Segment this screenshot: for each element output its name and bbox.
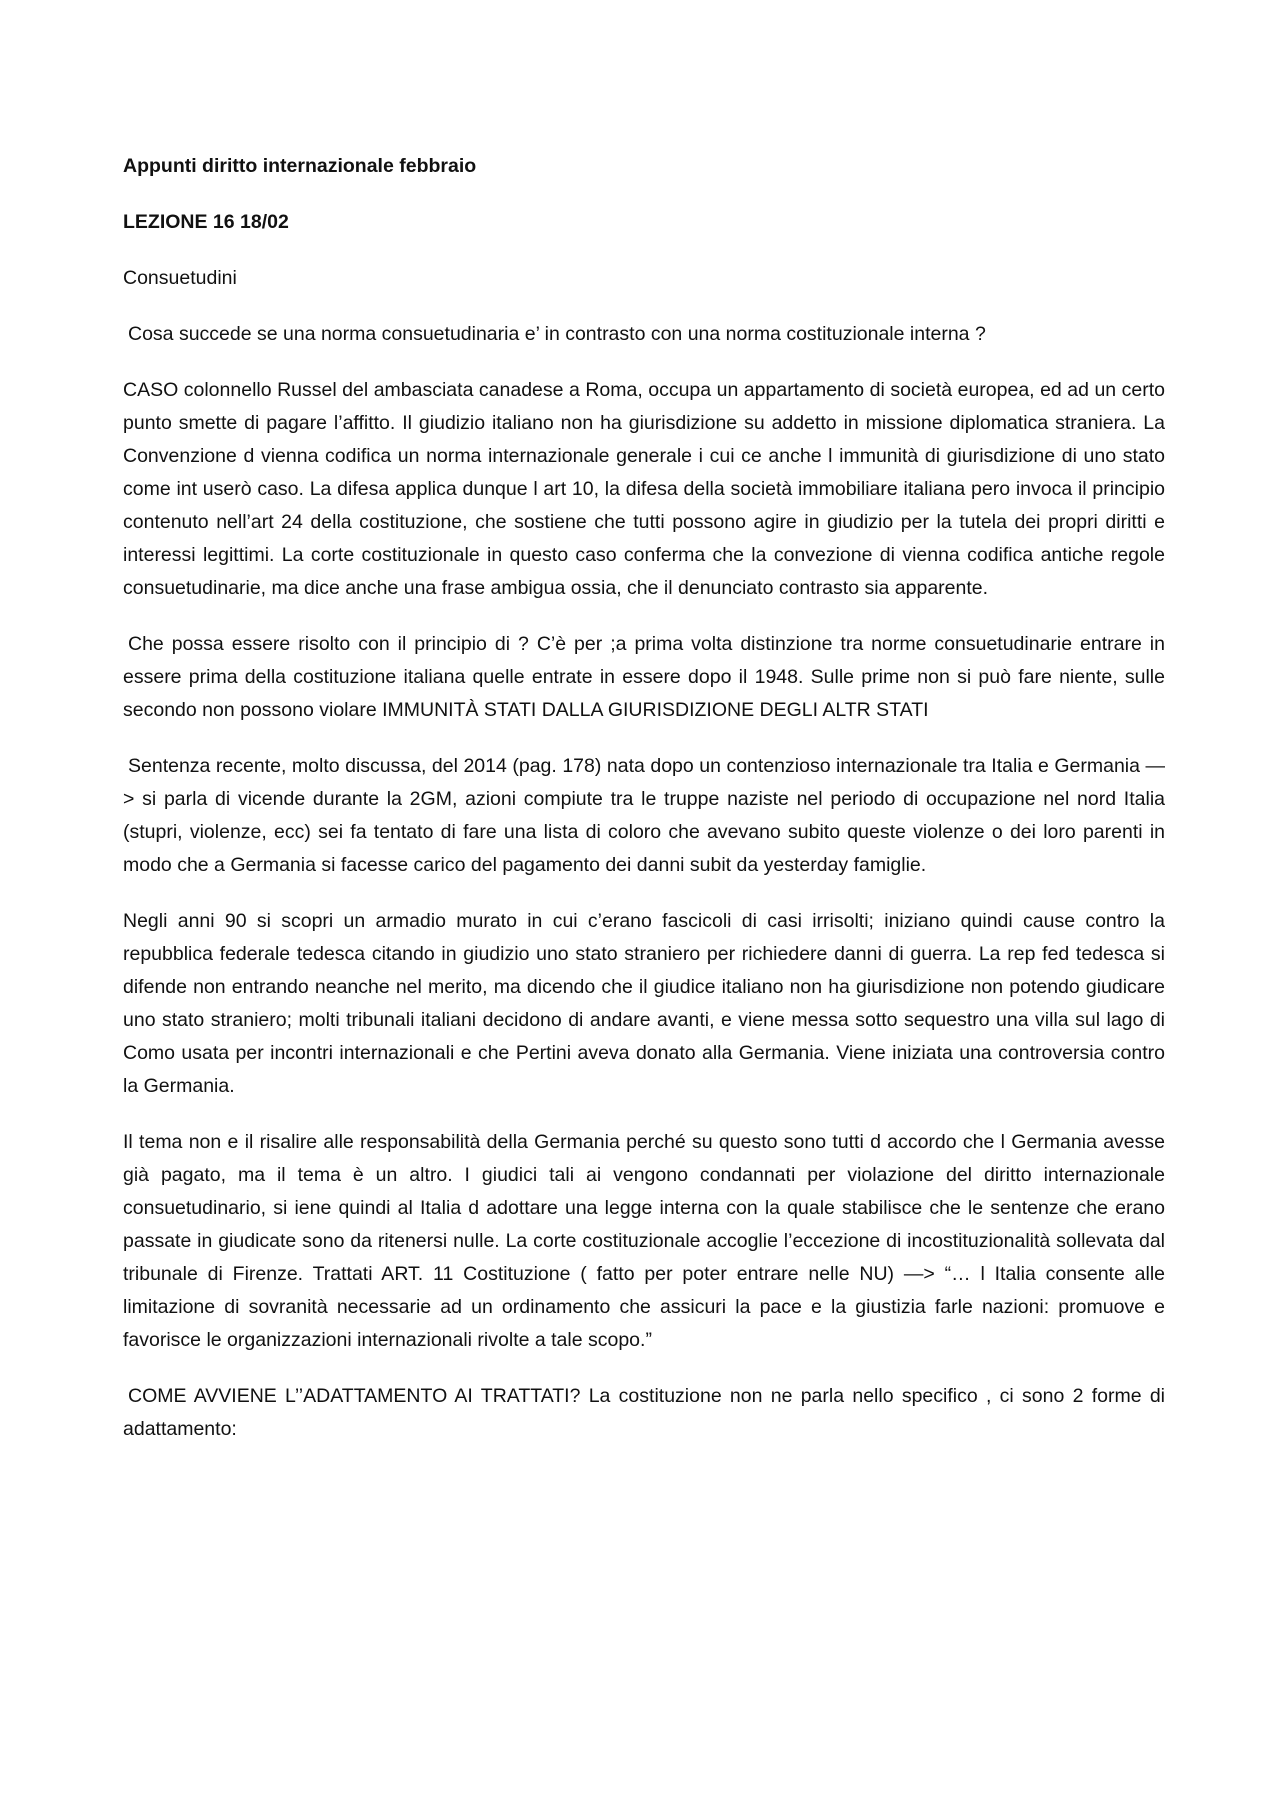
- paragraph-russel-case: CASO colonnello Russel del ambasciata canadese a Roma, occupa un appartamento di società europea, ed ad un certo punto smette di pagare l’affitto. Il giudizio italiano non ha giurisdizione su addetto in missione diplomatica straniera. La Convenzione d vienna codifica un norma internazionale generale i cui ce anche l immunità di giurisdizione di uno stato come int userò caso. La difesa applica dunque l art 10, la difesa della società immobiliare italiana pero invoca il principio contenuto nell’art 24 della costituzione, che sostiene che tutti possono agire in giudizio per la tutela dei propri diritti e interessi legittimi. La corte costituzionale in questo caso conferma che la convezione di vienna codifica antiche regole consuetudinarie, ma dice anche una frase ambigua ossia, che il denunciato contrasto sia apparente.: [123, 379, 1165, 599]
- lesson-heading: LEZIONE 16 18/02: [123, 211, 289, 233]
- paragraph-principle: Che possa essere risolto con il principio di ? C’è per ;a prima volta distinzione tra norme consuetudinarie entrare in essere prima della costituzione italiana quelle entrate in essere dopo il 1948. Sulle prime non si può fare niente, sulle secondo non possono violare IMMUNITÀ STATI DALLA GIURISDIZIONE DEGLI ALTR STATI: [123, 633, 1165, 721]
- document-title: Appunti diritto internazionale febbraio: [123, 155, 477, 177]
- paragraph-adattamento: COME AVVIENE L’’ADATTAMENTO AI TRATTATI? La costituzione non ne parla nello specifico , ci sono 2 forme di adattamento:: [123, 1385, 1165, 1440]
- paragraph-question: Cosa succede se una norma consuetudinaria e’ in contrasto con una norma costituzionale interna ?: [128, 323, 986, 345]
- paragraph-anni-90: Negli anni 90 si scopri un armadio murato in cui c’erano fascicoli di casi irrisolti; iniziano quindi cause contro la repubblica federale tedesca citando in giudizio uno stato straniero per richiedere danni di guerra. La rep fed tedesca si difende non entrando neanche nel merito, ma dicendo che il giudice italiano non ha giurisdizione non potendo giudicare uno stato straniero; molti tribunali italiani decidono di andare avanti, e viene messa sotto sequestro una villa sul lago di Como usata per incontri internazionali e che Pertini aveva donato alla Germania. Viene iniziata una controversia contro la Germania.: [123, 910, 1165, 1097]
- document-body: [123, 150, 1165, 1469]
- section-heading: Consuetudini: [123, 267, 237, 289]
- paragraph-tema: Il tema non e il risalire alle responsabilità della Germania perché su questo sono tutti d accordo che l Germania avesse già pagato, ma il tema è un altro. I giudici tali ai vengono condannati per violazione del diritto internazionale consuetudinario, si iene quindi al Italia d adottare una legge interna con la quale stabilisce che le sentenze che erano passate in giudicate sono da ritenersi nulle. La corte costituzionale accoglie l’eccezione di incostituzionalità sollevata dal tribunale di Firenze. Trattati ART. 11 Costituzione ( fatto per poter entrare nelle NU) —> “… l Italia consente alle limitazione di sovranità necessarie ad un ordinamento che assicuri la pace e la giustizia farle nazioni: promuove e favorisce le organizzazioni internazionali rivolte a tale scopo.”: [123, 1131, 1165, 1351]
- paragraph-sentence-2014: Sentenza recente, molto discussa, del 2014 (pag. 178) nata dopo un contenzioso internazionale tra Italia e Germania —> si parla di vicende durante la 2GM, azioni compiute tra le truppe naziste nel periodo di occupazione nel nord Italia (stupri, violenze, ecc) sei fa tentato di fare una lista di coloro che avevano subito queste violenze o dei loro parenti in modo che a Germania si facesse carico del pagamento dei danni subit da yesterday famiglie.: [123, 755, 1165, 876]
